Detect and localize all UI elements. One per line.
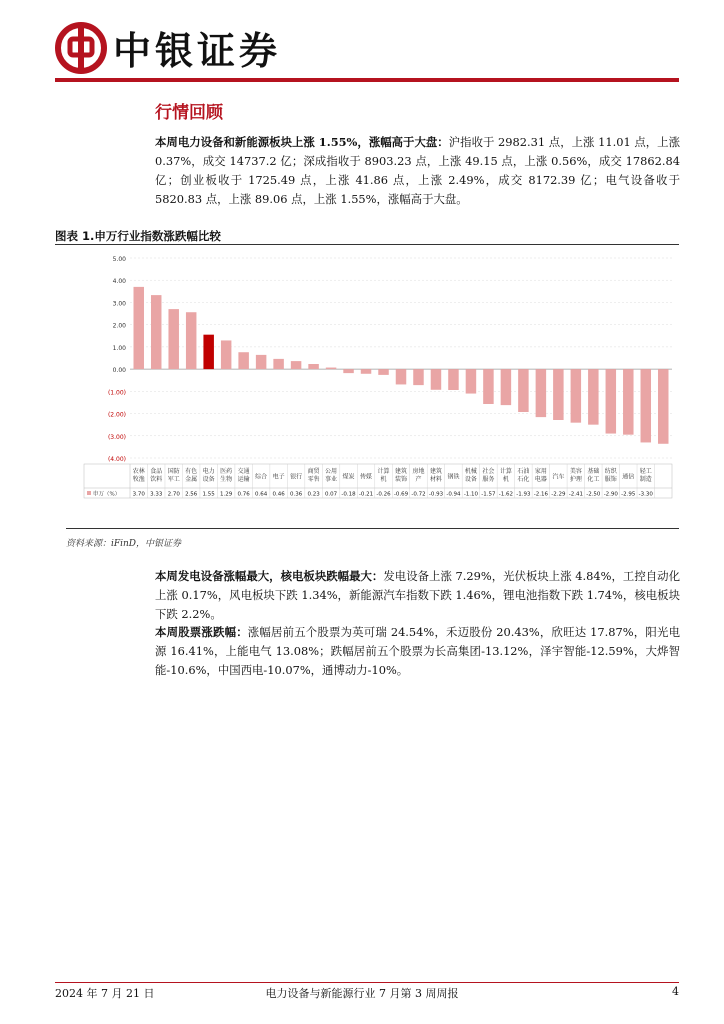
bar xyxy=(431,369,441,390)
data-label: 1.55 xyxy=(202,491,215,498)
footer-title: 电力设备与新能源行业 7 月第 3 周周报 xyxy=(265,987,459,1000)
y-tick-label: 5.00 xyxy=(112,256,126,263)
data-label: -0.69 xyxy=(393,491,409,498)
x-tick-label: 电器 xyxy=(534,476,547,483)
bar xyxy=(466,369,476,393)
y-tick-label: 4.00 xyxy=(112,278,126,286)
x-tick-label: 房地 xyxy=(412,468,425,475)
page-number: 4 xyxy=(672,985,679,998)
x-tick-label: 设备 xyxy=(202,476,215,483)
x-tick-label: 钢铁 xyxy=(447,473,460,481)
x-tick-label: 电力 xyxy=(202,468,215,475)
x-tick-label: 国防 xyxy=(167,468,180,475)
data-label: 0.36 xyxy=(289,491,303,498)
paragraph-body: 涨幅居前五个股票为英可瑞 24.54%，禾迈股份 20.43%，欣旺达 17.87%，阳光电源 16.41%，上能电气 13.08%；跌幅居前五个股票为长高集团-13.12%，泽宇智能-12.59%，大烨智能-10.6%，中国西电-10.07%，通博动力-10%。 xyxy=(155,625,680,677)
data-label: -0.93 xyxy=(428,491,444,498)
data-label: -1.10 xyxy=(463,491,479,498)
x-tick-label: 建筑 xyxy=(394,468,408,475)
bar xyxy=(396,369,406,384)
data-label: -2.16 xyxy=(533,491,548,498)
header-divider xyxy=(55,78,679,82)
x-tick-label: 商贸 xyxy=(307,468,320,475)
x-tick-label: 零售 xyxy=(307,476,320,483)
x-tick-label: 美容 xyxy=(569,468,582,475)
figure-source: 资料来源：iFinD，中银证券 xyxy=(66,539,182,549)
data-label: -1.93 xyxy=(516,491,531,498)
x-tick-label: 家用 xyxy=(534,468,547,475)
paragraph-lead: 本周发电设备涨幅最大，核电板块跌幅最大： xyxy=(155,569,384,583)
bar xyxy=(378,369,388,375)
x-tick-label: 轻工 xyxy=(639,468,652,475)
x-tick-label: 装饰 xyxy=(394,476,408,483)
y-tick-label: (3.00) xyxy=(107,433,126,441)
x-tick-label: 公用 xyxy=(325,468,338,475)
x-tick-label: 服务 xyxy=(482,476,495,483)
data-label: -0.72 xyxy=(411,491,426,498)
x-tick-label: 护理 xyxy=(569,476,582,483)
figure-top-rule xyxy=(55,244,679,245)
x-tick-label: 金属 xyxy=(185,476,198,483)
data-label: -2.29 xyxy=(551,491,566,498)
figure-caption: 图表 1.申万行业指数涨跌幅比较 xyxy=(55,229,221,243)
data-label: -2.50 xyxy=(586,491,601,498)
footer-divider xyxy=(55,982,679,983)
x-tick-label: 纺织 xyxy=(604,468,617,475)
x-tick-label: 石油 xyxy=(517,468,530,475)
data-label: -0.94 xyxy=(446,491,461,498)
data-label: 3.33 xyxy=(150,491,163,498)
x-tick-label: 社会 xyxy=(482,468,495,475)
x-tick-label: 化工 xyxy=(587,476,600,483)
data-label: -2.95 xyxy=(621,491,636,498)
bar xyxy=(221,340,231,369)
y-tick-label: 2.00 xyxy=(112,322,126,330)
bar xyxy=(413,369,423,385)
data-label: 3.70 xyxy=(132,491,145,498)
x-tick-label: 事业 xyxy=(325,476,338,483)
bar xyxy=(571,369,581,423)
x-tick-label: 生物 xyxy=(220,476,233,483)
x-tick-label: 材料 xyxy=(429,476,442,483)
x-tick-label: 农林 xyxy=(132,468,145,475)
x-tick-label: 食品 xyxy=(150,468,163,475)
x-tick-label: 产 xyxy=(415,476,422,483)
bar xyxy=(326,368,336,370)
x-tick-label: 机械 xyxy=(464,468,477,475)
x-tick-label: 牧渔 xyxy=(132,476,145,483)
bar xyxy=(588,369,598,425)
y-tick-label: 1.00 xyxy=(112,344,126,352)
industry-change-bar-chart xyxy=(72,250,682,512)
bar xyxy=(291,361,301,369)
data-label: 0.23 xyxy=(307,491,320,498)
y-tick-label: 0.00 xyxy=(112,367,126,375)
x-tick-label: 有色 xyxy=(185,468,198,475)
data-label: -1.62 xyxy=(498,491,514,498)
y-tick-label: 3.00 xyxy=(112,300,126,308)
data-label: 2.56 xyxy=(185,491,198,498)
data-label: -2.90 xyxy=(603,491,618,498)
data-label: -0.26 xyxy=(376,491,391,498)
x-tick-label: 交通 xyxy=(237,468,250,475)
data-label: -0.18 xyxy=(341,491,356,498)
y-tick-label: (2.00) xyxy=(107,411,126,419)
x-tick-label: 建筑 xyxy=(429,468,442,475)
bar xyxy=(168,309,178,369)
x-tick-label: 基础 xyxy=(587,468,600,475)
data-label: -1.57 xyxy=(481,491,496,498)
data-label: 0.07 xyxy=(324,491,338,498)
x-tick-label: 机 xyxy=(380,476,387,483)
x-tick-label: 设备 xyxy=(464,476,477,483)
bar xyxy=(203,335,213,369)
x-tick-label: 通信 xyxy=(622,473,635,481)
bar xyxy=(606,369,616,433)
legend-swatch xyxy=(87,491,91,495)
bar xyxy=(343,369,353,373)
brand-logo xyxy=(55,20,281,75)
footer-date: 2024 年 7 月 21 日 xyxy=(55,987,155,1000)
bar xyxy=(483,369,493,404)
data-label: -2.41 xyxy=(568,491,583,498)
paragraph-body: 发电设备上涨 7.29%，光伏板块上涨 4.84%，工控自动化上涨 0.17%，风电板块下跌 1.34%，新能源汽车指数下跌 1.46%，锂电池指数下跌 1.74%，核电板块下跌 2.2%。 xyxy=(155,569,680,621)
bar xyxy=(448,369,458,390)
x-tick-label: 计算 xyxy=(499,468,512,475)
bar xyxy=(501,369,511,405)
x-tick-label: 汽车 xyxy=(552,473,565,481)
bar xyxy=(553,369,563,420)
x-tick-label: 煤炭 xyxy=(342,473,355,481)
data-label: 2.70 xyxy=(167,491,180,498)
paragraph-body: 沪指收于 2982.31 点，上涨 11.01 点，上涨 0.37%，成交 14737.2 亿；深成指收于 8903.23 点，上涨 49.15 点，上涨 0.56%，成交 17862.84 亿；创业板收于 1725.49 点，上涨 41.86 点，上涨 2.49%，成交 8172.39 亿；电气设备收于 5820.83 点，上涨 89.06 点，上涨 1.55%，涨幅高于大盘。 xyxy=(155,135,680,206)
x-tick-label: 综合 xyxy=(255,473,268,481)
bar xyxy=(536,369,546,417)
bar xyxy=(308,364,318,369)
bar xyxy=(256,355,266,369)
x-tick-label: 运输 xyxy=(237,476,250,483)
paragraph-lead: 本周电力设备和新能源板块上涨 1.55%，涨幅高于大盘： xyxy=(155,135,449,149)
data-label: -0.21 xyxy=(358,491,374,498)
bar xyxy=(273,359,283,369)
bar xyxy=(151,295,161,369)
data-label: -3.30 xyxy=(638,491,653,498)
brand-name: 中银证券 xyxy=(113,29,282,73)
data-label: 0.64 xyxy=(255,491,268,498)
x-tick-label: 军工 xyxy=(167,476,180,483)
data-label: 0.46 xyxy=(272,491,285,498)
x-tick-label: 电子 xyxy=(272,473,285,481)
bar xyxy=(361,369,371,374)
x-tick-label: 医药 xyxy=(220,468,233,475)
bar xyxy=(623,369,633,435)
x-tick-label: 传媒 xyxy=(360,473,373,481)
data-label: 1.29 xyxy=(220,491,233,498)
y-tick-label: (1.00) xyxy=(107,389,126,397)
bar xyxy=(658,369,668,444)
market-review-paragraph xyxy=(155,133,680,209)
bar xyxy=(186,312,196,369)
bank-of-china-logo-icon xyxy=(55,22,107,74)
figure-bottom-rule xyxy=(66,528,679,529)
bar xyxy=(641,369,651,442)
paragraph-lead: 本周股票涨跌幅： xyxy=(155,625,248,639)
x-tick-label: 计算 xyxy=(377,468,390,475)
x-tick-label: 饮料 xyxy=(150,476,163,483)
x-tick-label: 银行 xyxy=(290,473,303,481)
section-title: 行情回顾 xyxy=(155,103,223,123)
x-tick-label: 制造 xyxy=(639,476,652,483)
stock-performance-paragraph xyxy=(155,623,680,680)
x-tick-label: 机 xyxy=(502,476,509,483)
bar xyxy=(133,287,143,369)
bar xyxy=(238,352,248,369)
sector-performance-paragraph xyxy=(155,567,680,624)
bar xyxy=(518,369,528,412)
legend-label: 申万（%） xyxy=(93,491,121,498)
x-tick-label: 石化 xyxy=(517,476,530,483)
y-tick-label: (4.00) xyxy=(107,456,126,463)
x-tick-label: 服饰 xyxy=(604,476,617,483)
data-label: 0.76 xyxy=(237,491,250,498)
